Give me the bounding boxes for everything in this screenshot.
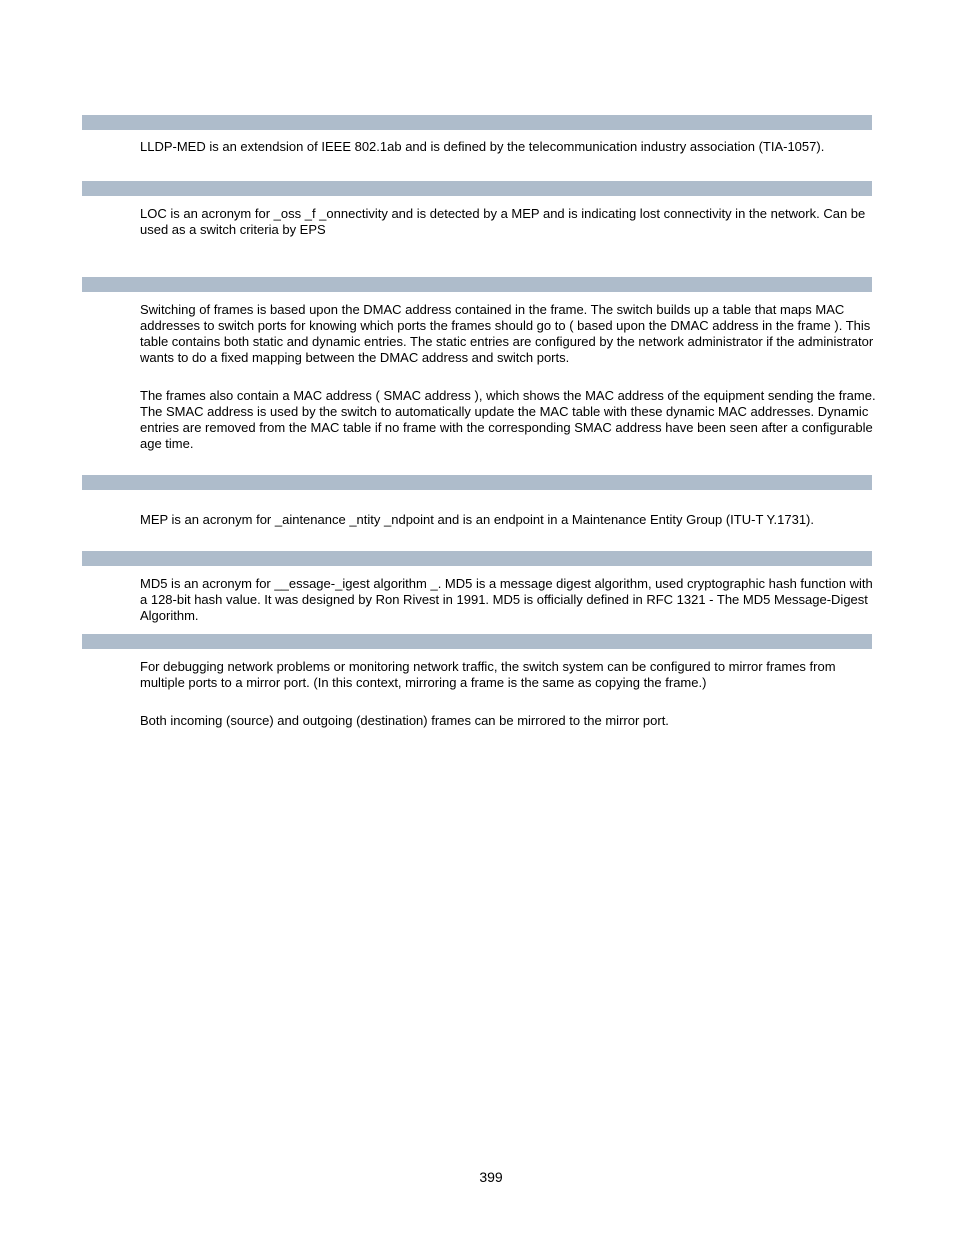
mac-table-paragraph-1: Switching of frames is based upon the DMAC address contained in the frame. The switch builds up a table that maps MAC addresses to switch ports for knowing which ports the frames should go to ( based upon the DMAC address in the frame ). This table contains both static and dynamic entries. The static entries are configured by the network administrator if the administrator wants to do a fixed mapping between the DMAC address and switch ports. <box>140 302 874 365</box>
section-header-bar-mep <box>82 475 872 490</box>
section-header-bar-loc <box>82 181 872 196</box>
mirroring-paragraph-2: Both incoming (source) and outgoing (destination) frames can be mirrored to the mirror port. <box>140 713 669 728</box>
section-header-bar-mirroring <box>82 634 872 649</box>
lldp-med-paragraph: LLDP-MED is an extendsion of IEEE 802.1ab and is defined by the telecommunication industry association (TIA-1057). <box>140 139 825 154</box>
section-header-bar-lldp-med <box>82 115 872 130</box>
mirroring-paragraph-1: For debugging network problems or monitoring network traffic, the switch system can be configured to mirror frames from multiple ports to a mirror port. (In this context, mirroring a frame is the same as copying the frame.) <box>140 659 836 690</box>
section-header-bar-md5 <box>82 551 872 566</box>
loc-paragraph: LOC is an acronym for _oss _f _onnectivity and is detected by a MEP and is indicating lost connectivity in the network. Can be used as a switch criteria by EPS <box>140 206 866 237</box>
mac-table-paragraph-2: The frames also contain a MAC address ( SMAC address ), which shows the MAC address of the equipment sending the frame. The SMAC address is used by the switch to automatically update the MAC table with these dynamic MAC addresses. Dynamic entries are removed from the MAC table if no frame with the corresponding SMAC address have been seen after a configurable age time. <box>140 388 876 451</box>
md5-paragraph: MD5 is an acronym for __essage-_igest algorithm _. MD5 is a message digest algorithm, used cryptographic hash function with a 128-bit hash value. It was designed by Ron Rivest in 1991. MD5 is officially defined in RFC 1321 - The MD5 Message-Digest Algorithm. <box>140 576 873 623</box>
mep-paragraph: MEP is an acronym for _aintenance _ntity _ndpoint and is an endpoint in a Maintenance Entity Group (ITU-T Y.1731). <box>140 512 814 527</box>
section-header-bar-mac-table <box>82 277 872 292</box>
page-number: 399 <box>479 1169 503 1185</box>
